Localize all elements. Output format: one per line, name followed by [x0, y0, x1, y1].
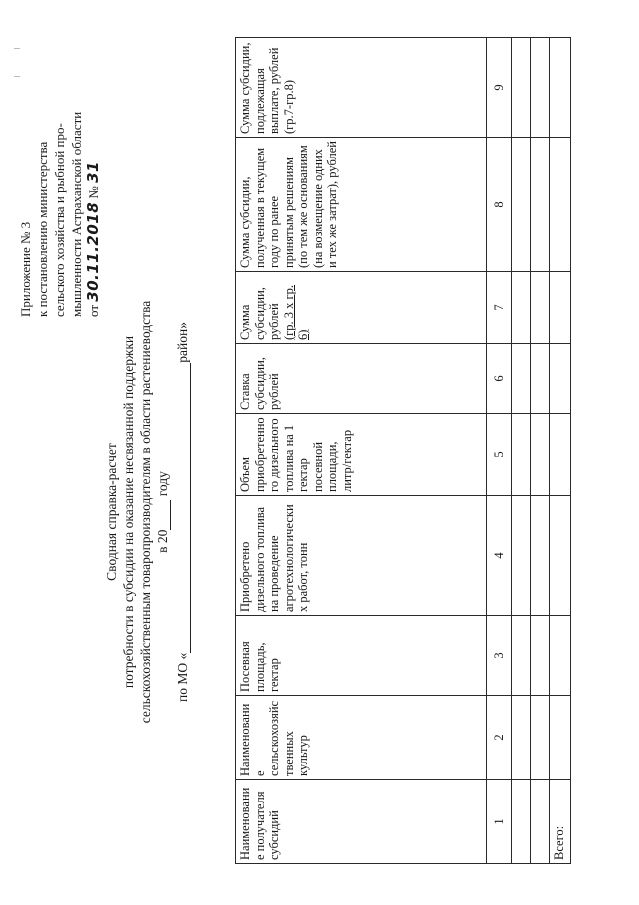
header-cell: Сумма субсидии, подлежащая выплате, рублей (гр.7-гр.8): [236, 38, 487, 138]
column-number: 9: [487, 38, 512, 138]
header-cell: Наименование получателя субсидий: [236, 780, 487, 864]
total-label: Всего:: [550, 780, 571, 864]
appendix-line-3: сельского хозяйства и рыбной про-: [52, 123, 67, 317]
year-blank: [170, 500, 171, 530]
table-cell: [531, 616, 550, 696]
column-number: 5: [487, 414, 512, 496]
header-cell: Сумма субсидии, полученная в текущем году по ранее принятым решениям (по тем же основаниям (на возмещение одних и тех же затрат), рублей: [236, 138, 487, 272]
table-cell: [550, 38, 571, 138]
table-cell: [512, 414, 531, 496]
title-line-1: Сводная справка-расчет: [104, 443, 119, 581]
mo-suffix: район»: [175, 322, 190, 363]
table-row: [512, 38, 531, 864]
table-cell: [512, 272, 531, 344]
header-cell: Ставка субсидии, рублей: [236, 344, 487, 414]
scan-mark: [14, 76, 20, 77]
table-cell: [550, 344, 571, 414]
table-cell: [531, 696, 550, 780]
header-text: Сумма субсидии, рублей: [238, 287, 281, 340]
table-cell: [550, 272, 571, 344]
handwritten-date: 30.11.2018: [84, 201, 102, 302]
table-cell: [550, 138, 571, 272]
subsidy-table: [235, 37, 571, 864]
column-number: 6: [487, 344, 512, 414]
handwritten-number: 31: [84, 161, 102, 183]
table-cell: [531, 138, 550, 272]
table-cell: [512, 696, 531, 780]
title-year-line: [154, 202, 171, 822]
table-cell: [550, 414, 571, 496]
table-cell: [531, 344, 550, 414]
header-cell: Объем приобретенного дизельного топлива на 1 гектар посевной площади, литр/гектар: [236, 414, 487, 496]
table-cell: [512, 496, 531, 616]
year-prefix: в 20: [155, 529, 170, 553]
table-cell: [512, 138, 531, 272]
number-prefix: №: [86, 186, 101, 199]
table-cell: [512, 780, 531, 864]
table-cell: [512, 616, 531, 696]
document-title: [103, 202, 191, 822]
column-number: 8: [487, 138, 512, 272]
column-number: 2: [487, 696, 512, 780]
column-number-row: [487, 38, 512, 864]
mo-prefix: по МО «: [175, 652, 190, 702]
header-cell: [236, 272, 487, 344]
scan-mark: [14, 48, 20, 49]
total-row: [550, 38, 571, 864]
title-line-3: сельскохозяйственным товаропроизводителям в области растениеводства: [138, 300, 153, 724]
table-cell: [550, 696, 571, 780]
column-number: 7: [487, 272, 512, 344]
date-prefix: от: [86, 304, 101, 317]
document-page: [15, 22, 625, 882]
column-number: 4: [487, 496, 512, 616]
table-cell: [531, 496, 550, 616]
header-formula: (гр. 3 х гр. 6): [281, 284, 310, 340]
mo-blank: [190, 363, 191, 653]
header-cell: Наименование сельскохозяйственных культур: [236, 696, 487, 780]
table-cell: [512, 344, 531, 414]
appendix-note: [17, 27, 102, 317]
table-cell: [531, 38, 550, 138]
column-number: 1: [487, 780, 512, 864]
header-cell: Приобретено дизельного топлива на проведение агротехнологических работ, тонн: [236, 496, 487, 616]
table-cell: [531, 414, 550, 496]
appendix-line-4: мышленности Астраханской области: [69, 111, 84, 317]
header-cell: Посевная площадь, гектар: [236, 616, 487, 696]
table-cell: [550, 496, 571, 616]
table-row: [531, 38, 550, 864]
year-suffix: году: [155, 471, 170, 497]
appendix-line-2: к постановлению министерства: [35, 141, 50, 317]
table-header-row: [236, 38, 487, 864]
table-cell: [550, 616, 571, 696]
appendix-date-line: [85, 27, 102, 317]
table-cell: [531, 272, 550, 344]
column-number: 3: [487, 616, 512, 696]
table-cell: [531, 780, 550, 864]
appendix-line-1: Приложение № 3: [18, 221, 33, 317]
title-mo-line: [174, 202, 191, 822]
table-cell: [512, 38, 531, 138]
title-line-2: потребности в субсидии на оказание несвязанной поддержки: [121, 335, 136, 689]
